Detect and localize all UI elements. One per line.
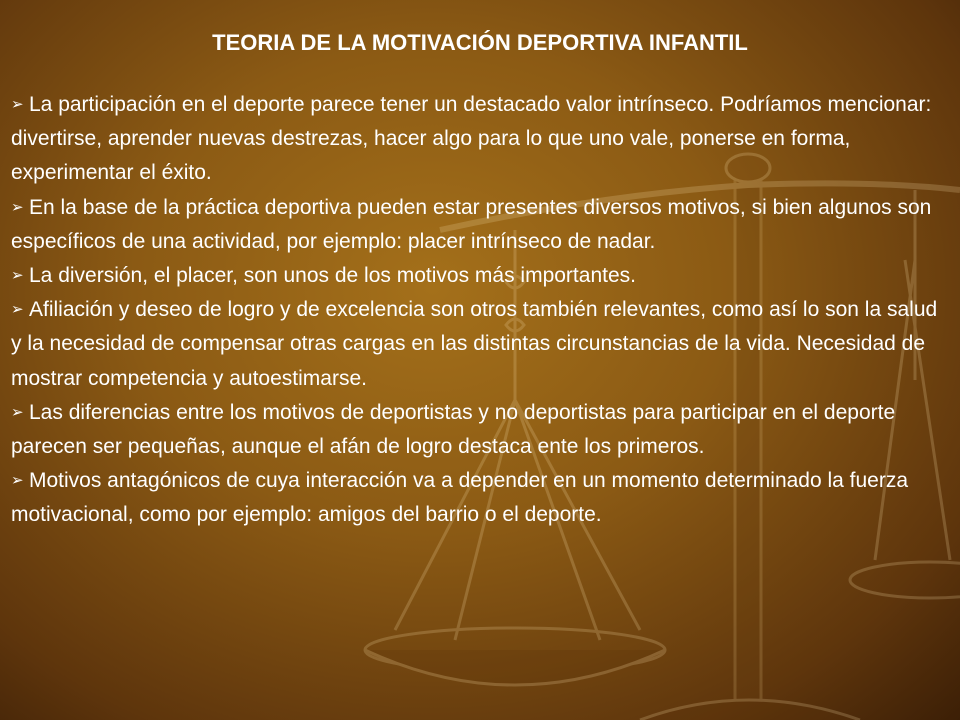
arrowhead-bullet-icon: ➢ [11,198,24,216]
bullet-text: La diversión, el placer, son unos de los motivos más importantes. [29,264,636,288]
bullet-item [11,259,951,293]
arrowhead-bullet-icon: ➢ [11,267,24,285]
bullet-text: En la base de la práctica deportiva pueden estar presentes diversos motivos, si bien algunos son específicos de una actividad, por ejemplo: placer intrínseco de nadar. [11,195,932,253]
bullet-list [11,88,951,533]
arrowhead-bullet-icon: ➢ [11,472,24,490]
bullet-item [11,464,951,532]
bullet-item [11,191,951,259]
bullet-item [11,293,951,396]
bullet-text: Las diferencias entre los motivos de deportistas y no deportistas para participar en el deporte parecen ser pequeñas, aunque el afán de logro destaca ente los primeros. [11,400,896,459]
bullet-text: Motivos antagónicos de cuya interacción va a depender en un momento determinado la fuerza motivacional, como por ejemplo: amigos del barrio o el deporte. [11,469,909,527]
arrowhead-bullet-icon: ➢ [11,96,24,113]
bullet-text: La participación en el deporte parece tener un destacado valor intrínseco. Podríamos mencionar: divertirse, aprender nuevas destrezas, hacer algo para lo que uno vale, ponerse en forma, experimentar el éxito. [11,93,932,185]
bullet-item [11,88,951,191]
bullet-item [11,396,951,464]
arrowhead-bullet-icon: ➢ [11,403,24,421]
slide-title: TEORIA DE LA MOTIVACIÓN DEPORTIVA INFANTIL [212,30,748,55]
arrowhead-bullet-icon: ➢ [11,301,24,319]
bullet-text: Afiliación y deseo de logro y de excelencia son otros también relevantes, como así lo son la salud y la necesidad de compensar otras cargas en las distintas circunstancias de la vida. Necesidad de mostrar competencia y autoestimarse. [11,298,938,390]
